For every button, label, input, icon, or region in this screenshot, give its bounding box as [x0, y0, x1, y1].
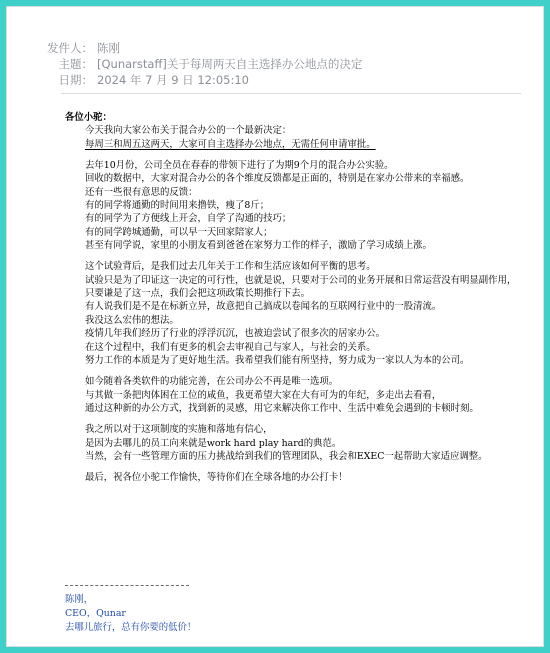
p2-line-1: 去年10月份，公司全员在春春的带领下进行了为期9个月的混合办公实验。	[85, 160, 394, 172]
p1-line-2: 每周三和周五这两天，大家可自主选择办公地点，无需任何申请审批。	[85, 138, 376, 150]
p2-line-2: 回收的数据中，大家对混合办公的各个维度反馈都是正面的，特别是在家办公带来的幸福感。	[85, 173, 470, 185]
from-label: 发件人：	[47, 41, 93, 55]
p3-line-1: 这个试验背后，是我们过去几年关于工作和生活应该如何平衡的思考。	[85, 261, 376, 273]
p3-line-3: 有人说我们是不是在标新立异，故意把自己搞成以卷闻名的互联网行业中的一股清流。	[85, 301, 442, 313]
signature-slogan: 去哪儿旅行，总有你要的低价！	[65, 622, 197, 633]
p5-line-1: 我之所以对于这项制度的实施和落地有信心，	[85, 424, 273, 436]
signature-divider	[65, 585, 189, 586]
header-divider	[61, 93, 521, 94]
signature-name: 陈刚，	[65, 594, 94, 605]
p2-line-3: 还有一些很有意思的反馈：	[85, 186, 198, 198]
p4-line-2: 与其做一条把肉体困在工位的咸鱼，我更希望大家在大有可为的年纪，多走出去看看，	[85, 389, 442, 401]
email-header	[7, 7, 543, 87]
p2-line-5: 有的同学为了方便线上开会，自学了沟通的技巧；	[85, 213, 292, 225]
p2-line-4: 有的同学将通勤的时间用来撸铁，瘦了8斤；	[85, 200, 270, 212]
email-body	[65, 111, 525, 485]
p3-line-6: 在这个过程中，我们有更多的机会去审视自己与家人，与社会的关系。	[85, 341, 376, 353]
p6-line-1: 最后，祝各位小驼工作愉快，等待你们在全球各地的办公打卡！	[85, 472, 348, 484]
subject-value: [Qunarstaff]关于每周两天自主选择办公地点的决定	[97, 57, 363, 71]
p2-line-7: 甚至有同学说，家里的小朋友看到爸爸在家努力工作的样子，激励了学习成绩上涨。	[85, 240, 432, 252]
date-value: 2024 年 7 月 9 日 12:05:10	[97, 73, 249, 87]
p3-line-5: 疫情几年我们经历了行业的浮浮沉沉，也被迫尝试了很多次的居家办公。	[85, 328, 386, 340]
p3-line-2: 试验只是为了印证这一决定的可行性，也就是说，只要对于公司的业务开展和日常运营没有明显副作用，只要谦是了这一点，我们会把这项政策长期推行下去。	[85, 274, 517, 300]
email-window	[6, 6, 544, 647]
p1-line-1: 今天我向大家公布关于混合办公的一个最新决定：	[85, 125, 292, 137]
date-label: 日期：	[58, 73, 93, 87]
p5-line-3: 当然，会有一些管理方面的压力挑战给到我们的管理团队，我会和EXEC一起帮助大家适应调整。	[85, 450, 488, 462]
signature	[65, 593, 196, 635]
p3-line-7: 努力工作的本质是为了更好地生活。我希望我们能有所坚持，努力成为一家以人为本的公司。	[85, 354, 470, 366]
p2-line-6: 有的同学跨城通勤，可以早一天回家陪家人；	[85, 226, 273, 238]
p4-line-3: 通过这种新的办公方式，找到新的灵感，用它来解决你工作中、生活中难免会遇到的卡顿时刻。	[85, 402, 479, 414]
subject-label: 主题：	[58, 57, 93, 71]
signature-title: CEO，Qunar	[65, 608, 126, 619]
from-value[interactable]: 陈刚	[97, 41, 120, 55]
p5-line-2: 是因为去哪儿的员工向来就是work hard play hard的典范。	[85, 437, 342, 449]
greeting: 各位小驼：	[65, 112, 112, 123]
p4-line-1: 如今随着各类软件的功能完善，在公司办公不再是唯一选项。	[85, 376, 339, 388]
p3-line-4: 我没这么宏伟的想法。	[85, 314, 179, 326]
